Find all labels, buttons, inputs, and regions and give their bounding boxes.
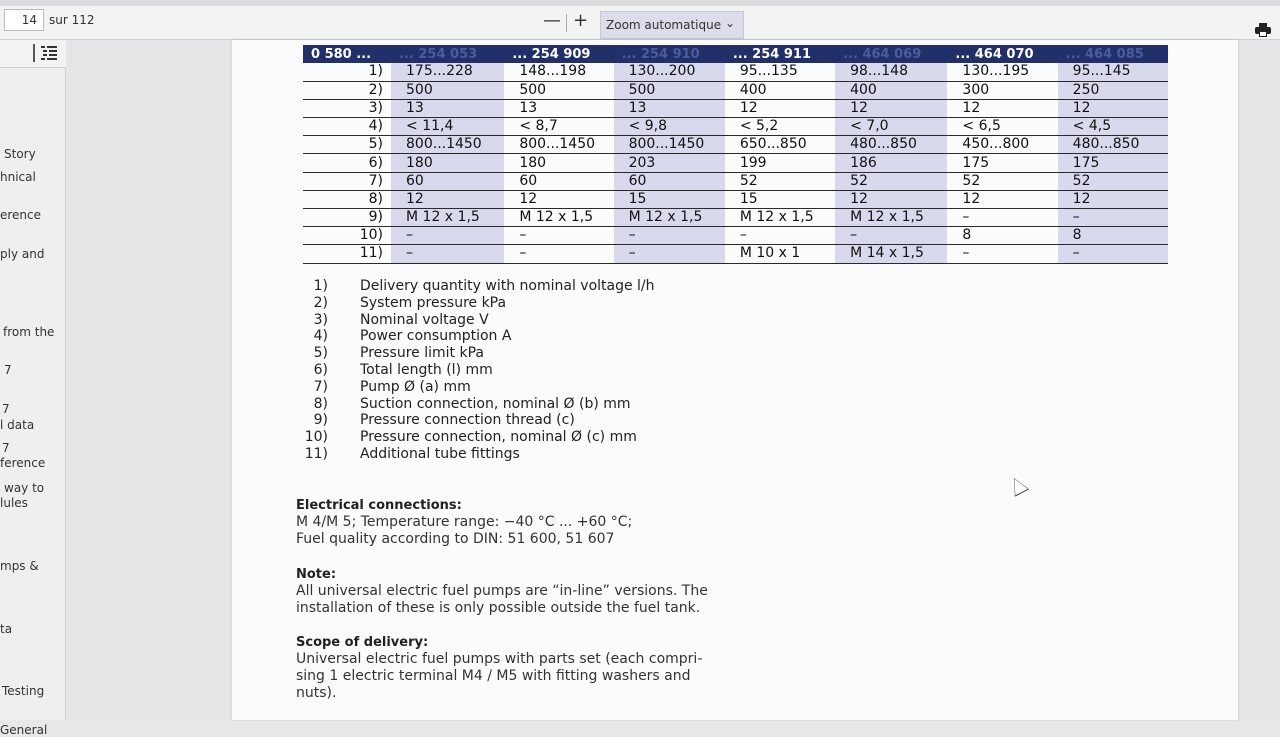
zoom-out-button[interactable]: — [543,10,561,31]
footnote-item [296,312,796,329]
table-cell: 650...850 [725,136,835,154]
section-heading: Scope of delivery: [296,635,429,650]
table-cell: 480...850 [835,136,947,154]
footnote-item [296,362,796,379]
table-cell: < 9,8 [614,118,725,136]
page-total-label: sur 112 [49,13,95,27]
table-cell: M 12 x 1,5 [835,209,947,227]
table-cell: M 14 x 1,5 [835,245,947,263]
table-header-row [303,45,1168,63]
table-cell: 13 [614,99,725,117]
table-cell: 130...195 [947,63,1057,81]
table-cell: M 12 x 1,5 [504,209,613,227]
table-cell: – [725,227,835,245]
zoom-in-button[interactable]: + [573,10,589,31]
table-cell: 13 [391,99,504,117]
footnote-text: Pressure connection thread (c) [360,412,575,429]
footnote-text: Suction connection, nominal Ø (b) mm [360,395,631,412]
section-heading: Electrical connections: [296,498,462,513]
table-cell: – [504,245,613,263]
table-cell: 800...1450 [391,136,504,154]
sidebar-item-technical[interactable]: hnical [0,170,36,184]
table-cell: 12 [1058,99,1168,117]
footnote-text: Nominal voltage V [360,311,489,328]
toolbar [0,0,1280,40]
table-row [303,136,1168,154]
zoom-select[interactable] [600,11,744,39]
table-cell: 400 [835,81,947,99]
table-cell: 52 [835,172,947,190]
scope-section [296,634,702,702]
footnote-text: Power consumption A [360,328,512,345]
row-number-cell: 4) [303,118,391,136]
table-cell: – [614,227,725,245]
table-cell: 12 [725,99,835,117]
table-header: ... 254 911 [725,45,835,63]
footnotes [296,278,796,463]
table-cell: – [835,227,947,245]
zoom-select-value: Zoom automatique [606,18,722,32]
table-row [303,99,1168,117]
table-row [303,190,1168,208]
chevron-down-icon: ⌄ [724,16,735,30]
table-cell: 60 [504,172,613,190]
sidebar-item-pumps[interactable]: mps & [0,559,39,573]
table-row [303,63,1168,81]
table-cell: 450...800 [947,136,1057,154]
table-cell: 8 [947,227,1057,245]
note-section [296,566,708,617]
zoom-separator [566,14,567,32]
table-cell: 52 [947,172,1057,190]
table-header: ... 254 909 [504,45,613,63]
table-row [303,118,1168,136]
sidebar-item-way-to[interactable]: way to [4,481,45,495]
table-cell: 500 [614,81,725,99]
footnote-text: Pump Ø (a) mm [360,378,471,395]
outline-icon[interactable] [41,46,57,60]
table-cell: 12 [835,190,947,208]
row-number-cell: 7) [303,172,391,190]
row-number-cell: 2) [303,81,391,99]
row-number-cell: 9) [303,209,391,227]
table-cell: 800...1450 [614,136,725,154]
page-number-input[interactable]: 14 [4,9,44,31]
row-number-cell: 8) [303,190,391,208]
sidebar-divider [33,44,35,62]
table-cell: – [947,209,1057,227]
table-cell: < 8,7 [504,118,613,136]
table-cell: < 5,2 [725,118,835,136]
table-header: ... 254 910 [614,45,725,63]
footnote-item [296,295,796,312]
footnote-item [296,278,796,295]
footnote-number: 1) [313,278,328,294]
footnote-number: 5) [313,345,328,362]
table-cell: M 12 x 1,5 [725,209,835,227]
section-text: installation of these is only possible outside the fuel tank. [296,600,701,616]
table-cell: – [1058,245,1168,263]
table-cell: < 4,5 [1058,118,1168,136]
table-cell: – [614,245,725,263]
table-row [303,245,1168,263]
table-cell: – [391,245,504,263]
tab-strip [0,0,1280,6]
table-cell: 52 [725,172,835,190]
table-cell: 95...145 [1058,63,1168,81]
table-cell: 60 [391,172,504,190]
footnote-item [296,429,796,446]
table-cell: M 12 x 1,5 [391,209,504,227]
table-cell: 180 [391,154,504,172]
footnote-text: Pressure connection, nominal Ø (c) mm [360,429,637,446]
sidebar-item-data[interactable]: l data [0,418,35,432]
row-number-cell: 5) [303,136,391,154]
table-cell: – [947,245,1057,263]
footnote-text: Delivery quantity with nominal voltage l/h [360,278,655,294]
table-header: ... 464 085 [1058,45,1168,63]
section-heading: Note: [296,567,337,582]
footnote-item [296,328,796,345]
footnote-item [296,379,796,396]
footnote-number: 8) [313,395,328,412]
table-cell: 98...148 [835,63,947,81]
table-cell: 8 [1058,227,1168,245]
table-cell: 500 [504,81,613,99]
footnote-number: 3) [313,311,328,328]
electrical-section [296,497,632,548]
table-cell: < 7,0 [835,118,947,136]
footnote-item [296,412,796,429]
sidebar [0,40,66,737]
footnote-number: 10) [304,429,328,446]
table-row [303,209,1168,227]
table-cell: 180 [504,154,613,172]
table-cell: – [1058,209,1168,227]
table-row [303,154,1168,172]
section-text: Fuel quality according to DIN: 51 600, 51 607 [296,531,615,547]
table-cell: 12 [391,190,504,208]
table-cell: – [391,227,504,245]
table-header: 0 580 ... [303,45,391,63]
sidebar-item-ta[interactable]: ta [0,622,13,636]
table-cell: 12 [835,99,947,117]
table-cell: – [504,227,613,245]
table-row [303,81,1168,99]
table-cell: 15 [614,190,725,208]
row-number-cell: 6) [303,154,391,172]
sidebar-item-modules[interactable]: lules [0,496,28,510]
table-cell: 186 [835,154,947,172]
sidebar-item-testing[interactable]: Testing [2,684,45,698]
table-cell: 400 [725,81,835,99]
footnote-number: 7) [313,378,328,395]
table-cell: 12 [947,99,1057,117]
sidebar-item-7b[interactable]: 7 [2,402,10,416]
table-cell: < 11,4 [391,118,504,136]
table-cell: 500 [391,81,504,99]
sidebar-item-supply[interactable]: ply and [0,247,45,261]
footnote-text: System pressure kPa [360,294,507,311]
table-cell: 203 [614,154,725,172]
section-text: nuts). [296,685,337,701]
table-cell: 12 [504,190,613,208]
table-cell: 175 [1058,154,1168,172]
sidebar-item-general[interactable]: General [0,723,48,737]
table-cell: 480...850 [1058,136,1168,154]
table-cell: 60 [614,172,725,190]
table-cell: 95...135 [725,63,835,81]
footnote-item [296,396,796,413]
table-cell: 175...228 [391,63,504,81]
table-cell: 12 [1058,190,1168,208]
footnote-text: Pressure limit kPa [360,345,484,362]
table-cell: < 6,5 [947,118,1057,136]
table-cell: 199 [725,154,835,172]
sidebar-item-reference[interactable]: erence [0,208,42,222]
section-text: All universal electric fuel pumps are “in-line” versions. The [296,583,708,599]
footnote-text: Additional tube fittings [360,445,520,462]
sidebar-item-7c[interactable]: 7 [2,441,10,455]
row-number-cell: 3) [303,99,391,117]
table-cell: 12 [947,190,1057,208]
row-number-cell: 10) [303,227,391,245]
section-text: M 4/M 5; Temperature range: −40 °C ... +60 °C; [296,514,633,530]
table-cell: 15 [725,190,835,208]
table-cell: 52 [1058,172,1168,190]
table-cell: 800...1450 [504,136,613,154]
section-text: Universal electric fuel pumps with parts set (each compri- [296,651,703,667]
table-cell: 175 [947,154,1057,172]
footnote-number: 9) [313,412,328,429]
sidebar-item-from-the[interactable]: from the [3,325,55,339]
table-cell: 130...200 [614,63,725,81]
footnote-item [296,345,796,362]
print-icon[interactable] [1255,23,1271,37]
footnote-text: Total length (l) mm [360,361,493,378]
footnote-number: 4) [313,328,328,345]
footnote-number: 6) [313,361,328,378]
sidebar-item-reference-2[interactable]: ference [0,456,46,470]
row-number-cell: 11) [303,245,391,263]
table-cell: 148...198 [504,63,613,81]
table-header: ... 464 069 [835,45,947,63]
table-cell: 13 [504,99,613,117]
table-header: ... 254 053 [391,45,504,63]
table-header: ... 464 070 [947,45,1057,63]
table-cell: M 10 x 1 [725,245,835,263]
table-cell: 300 [947,81,1057,99]
table-cell: 250 [1058,81,1168,99]
row-number-cell: 1) [303,63,391,81]
specs-table [303,45,1168,264]
footnote-number: 11) [304,445,328,462]
sidebar-item-story[interactable]: Story [4,147,36,161]
footnote-item [296,446,796,463]
table-row [303,172,1168,190]
table-row [303,227,1168,245]
table-cell: M 12 x 1,5 [614,209,725,227]
sidebar-item-7a[interactable]: 7 [4,363,12,377]
section-text: sing 1 electric terminal M4 / M5 with fitting washers and [296,668,691,684]
footnote-number: 2) [313,294,328,311]
sidebar-header [0,40,66,68]
